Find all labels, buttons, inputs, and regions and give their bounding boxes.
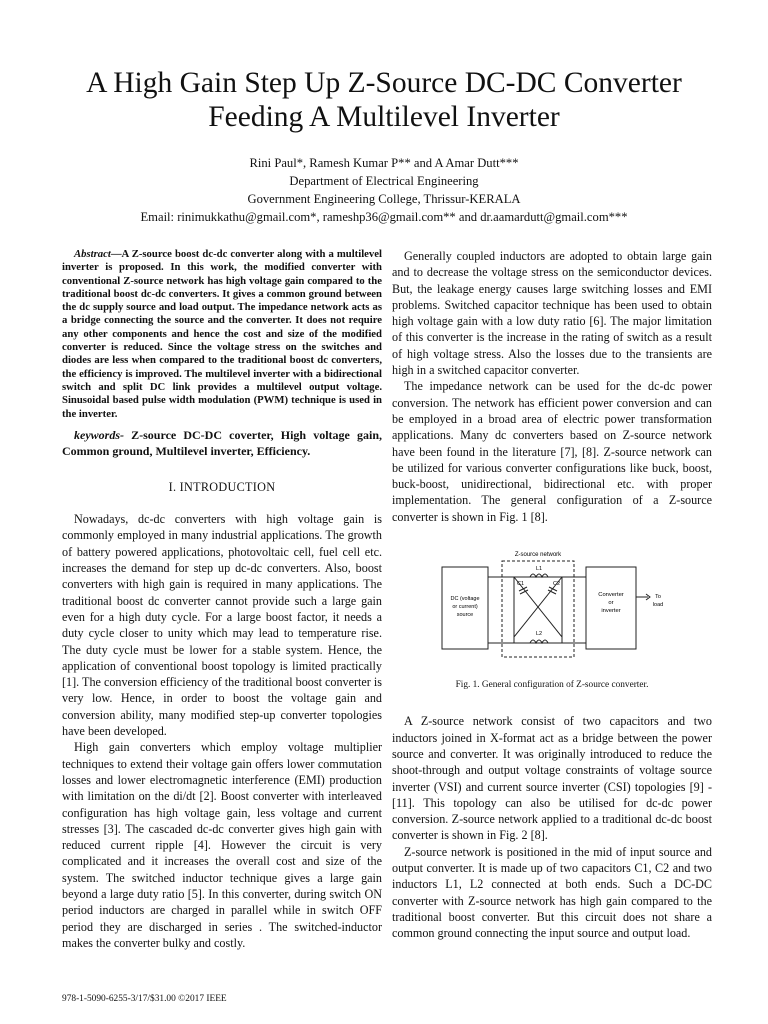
source-label-line-2: or current): [452, 604, 478, 611]
load-label-line-1: To: [655, 594, 661, 601]
left-column: [62, 248, 382, 951]
abstract-text: —A Z-source boost dc-dc converter along with a multilevel inverter is proposed. In this work, the modified converter with conventional Z-source network has high voltage gain compared to the traditional boost dc-dc converters. It gives a common ground between the dc supply source and load output. The impedance network acts as a bridge connecting the source and the converter. It does not require any other components and hence the cost and size of the modified converter is reduced. Since the voltage stress on the switches and diodes are less when compared to the traditional boost dc converters, the efficiency is improved. The multilevel inverter with a bidirectional switch and split DC link provides a multilevel output voltage. Sinusoidal based pulse width modulation (PWM) technique is used in the inverter.: [62, 248, 382, 420]
source-label-line-3: source: [456, 612, 474, 619]
label-c2: C2: [553, 581, 561, 588]
source-label-line-1: DC (voltage: [450, 596, 480, 603]
label-l1: L1: [536, 566, 543, 573]
keywords-label: keywords-: [74, 427, 124, 442]
copyright-footer: 978-1-5090-6255-3/17/$31.00 ©2017 IEEE: [62, 994, 227, 1004]
abstract-label: Abstract: [74, 248, 111, 260]
label-l2: L2: [536, 631, 543, 638]
load-label-line-2: load: [652, 602, 664, 609]
right-paragraph-1: Generally coupled inductors are adopted to obtain large gain and to decrease the voltage stress on the semiconductor devices. But, the leakage energy causes large switching losses and EMI problems. Switched capacitor technique has been used to obtain high voltage gain with a low duty ratio [6]. The major limitation of this converter is the increase in the rating of switch as a result of high voltage stress. Also the losses due to the transients are high in a switched capacitor converter.: [392, 249, 712, 378]
title-line-2: Feeding A Multilevel Inverter: [208, 101, 560, 133]
author-college: Government Engineering College, Thrissur-KERALA: [247, 192, 521, 206]
abstract: [62, 248, 382, 421]
converter-label-line-1: Converter: [598, 592, 624, 599]
right-paragraph-2: The impedance network can be used for the dc-dc power conversion. The network has efficient power conversion and can be employed in a broad area of electric power transformation applications. Many dc converters based on Z-source network have been found in the literature [7], [8]. Z-source network can be utilized for various converter configurations like buck, boost, buck-boost, unidirectional, bidirectional etc. with proper implementation. The general configuration of a Z-source converter is shown in Fig. 1 [8].: [392, 379, 712, 524]
intro-paragraph-1: Nowadays, dc-dc converters with high voltage gain is commonly employed in many industrial applications. The growth of battery powered applications, photovoltaic cell, fuel cell etc. increases the demand for step up dc-dc converters. Also, boost converters with high gain is required in many applications. The traditional boost dc converter cannot provide such a large gain even for a high duty cycle. For a large boost factor, it needs a duty cycle closer to unity which may lead to temperature rise. The duty cycle must be lower for a stable system. Hence, the application of conventional boost topology is limited practically [1]. The conversion efficiency of the traditional boost converter is very low. Hence, in order to boost the voltage gain and conversion ability, many modified step-up converter topologies have been developed.: [62, 512, 382, 739]
right-column: [392, 248, 712, 942]
figure-1: [392, 547, 712, 669]
paper-title: [40, 66, 728, 134]
label-c1: C1: [517, 581, 525, 588]
author-names: Rini Paul*, Ramesh Kumar P** and A Amar Dutt***: [249, 156, 519, 170]
z-network-label: Z-source network: [514, 552, 562, 559]
z-source-diagram: [392, 547, 712, 669]
right-paragraph-4: Z-source network is positioned in the mid of input source and output converter. It is made up of two capacitors C1, C2 and two inductors L1, L2 connected at both ends. Such a DC-DC converter with Z-source network has high gain compared to the traditional boost converter. But this circuit does not share a common ground connecting the input source and output load.: [392, 844, 712, 941]
keywords: [62, 427, 382, 459]
author-block: [30, 154, 738, 226]
title-line-1: A High Gain Step Up Z-Source DC-DC Converter: [86, 67, 682, 99]
author-emails: Email: rinimukkathu@gmail.com*, rameshp36@gmail.com** and dr.aamardutt@gmail.com***: [140, 210, 628, 224]
intro-paragraph-2: High gain converters which employ voltage multiplier techniques to extend their voltage gain offers lower commutation losses and lower electromagnetic interference (EMI) production with limitation on the di/dt [2]. Boost converter with interleaved configuration has high voltage gain, less voltage and current stresses [3]. The cascaded dc-dc converter gives high gain with reduced current ripple [4]. However the circuit is very complicated and it increases the overall cost and size of the system. The switched inductor technique gives a large gain beyond a large duty ratio [5]. In this converter, during switch ON period inductors are charged in parallel while in switch OFF period they are discharged in series . The switched-inductor makes the converter bulky and costly.: [62, 740, 382, 950]
section-heading-introduction: I. INTRODUCTION: [168, 479, 276, 494]
keywords-text: Z-source DC-DC coverter, High voltage gain, Common ground, Multilevel inverter, Efficiency.: [62, 427, 382, 458]
figure-1-caption: Fig. 1. General configuration of Z-source converter.: [455, 680, 649, 691]
right-paragraph-3: A Z-source network consist of two capacitors and two inductors joined in X-format act as a bridge between the power source and converter. It was originally introduced to reduce the shoot-through and output voltage constraints of voltage source inverter (VSI) and current source inverter (CSI) topologies [9] - [11]. This topology can also be utilised for dc-dc power conversion. Z-source network applied to a traditional dc-dc boost converter is shown in Fig. 2 [8].: [392, 714, 712, 843]
converter-label-line-2: or: [608, 600, 614, 607]
converter-label-line-3: inverter: [601, 608, 621, 615]
author-department: Department of Electrical Engineering: [289, 174, 479, 188]
